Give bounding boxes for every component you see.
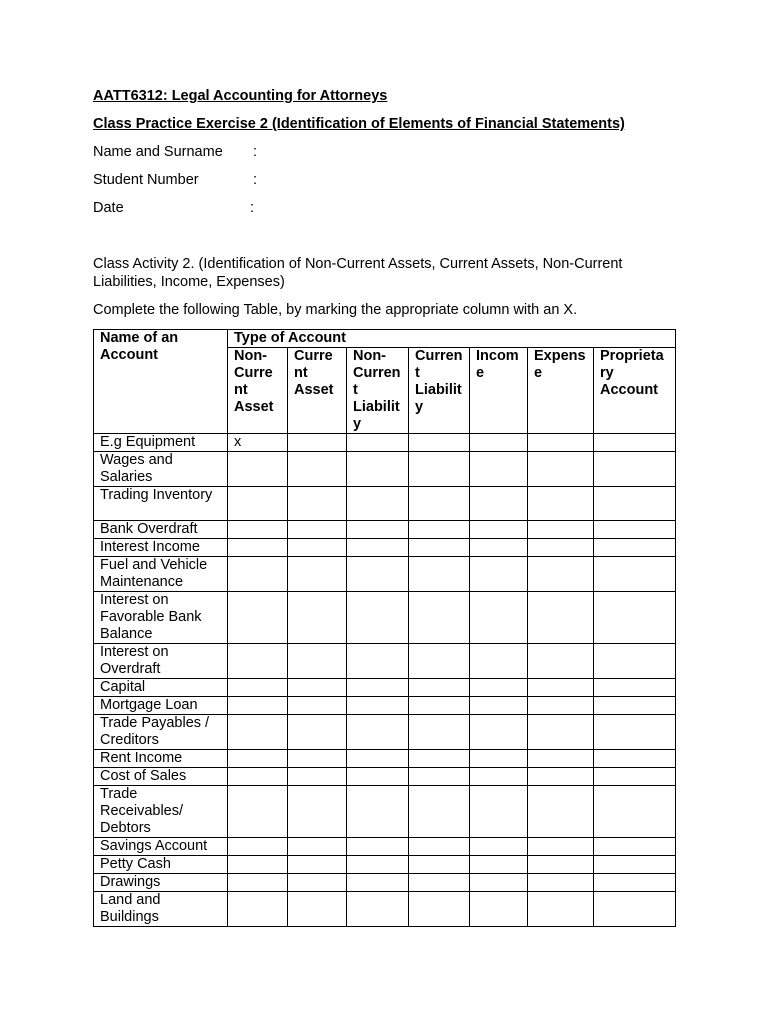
col-proprietary-account-cell[interactable]: [594, 679, 676, 697]
col-expense-cell[interactable]: [528, 452, 594, 487]
account-name-cell: Bank Overdraft: [94, 521, 228, 539]
col-non-current-asset-cell[interactable]: [228, 644, 288, 679]
col-expense-cell[interactable]: [528, 434, 594, 452]
col-current-liability-cell[interactable]: [409, 786, 470, 838]
col-income-cell[interactable]: [470, 434, 528, 452]
col-expense-cell[interactable]: [528, 856, 594, 874]
col-non-current-asset-cell[interactable]: [228, 557, 288, 592]
col-income-cell[interactable]: [470, 750, 528, 768]
field-student-number-label: Student Number: [93, 172, 199, 188]
col-proprietary-account-cell[interactable]: [594, 715, 676, 750]
exercise-title: Class Practice Exercise 2 (Identification of Elements of Financial Statements): [93, 116, 625, 132]
col-expense-cell[interactable]: [528, 557, 594, 592]
col-income-cell[interactable]: [470, 715, 528, 750]
col-non-current-asset-cell[interactable]: [228, 715, 288, 750]
account-name-cell: Wages and Salaries: [94, 452, 228, 487]
col-non-current-asset-cell[interactable]: [228, 892, 288, 927]
col-current-asset-cell[interactable]: [288, 434, 347, 452]
col-current-liability-cell[interactable]: [409, 768, 470, 786]
field-name-colon: :: [253, 144, 258, 160]
col-non-current-asset-cell[interactable]: [228, 750, 288, 768]
col-income-cell[interactable]: [470, 592, 528, 644]
table-row: [94, 768, 676, 786]
col-current-liability-cell[interactable]: [409, 856, 470, 874]
col-non-current-liability-cell[interactable]: [347, 768, 409, 786]
col-expense-cell[interactable]: [528, 750, 594, 768]
col-current-liability-cell[interactable]: [409, 715, 470, 750]
account-name-cell: Trading Inventory: [94, 487, 228, 521]
col-proprietary-account-header: Proprietary Account: [594, 348, 676, 434]
account-name-cell: Interest on Overdraft: [94, 644, 228, 679]
col-current-liability-cell[interactable]: [409, 521, 470, 539]
field-date-label: Date: [93, 200, 124, 216]
col-proprietary-account-cell[interactable]: [594, 487, 676, 521]
table-row: [94, 697, 676, 715]
account-name-cell: Interest on Favorable Bank Balance: [94, 592, 228, 644]
col-current-liability-cell[interactable]: [409, 892, 470, 927]
col-proprietary-account-cell[interactable]: [594, 539, 676, 557]
col-proprietary-account-cell[interactable]: [594, 434, 676, 452]
col-current-asset-cell[interactable]: [288, 679, 347, 697]
col-current-asset-cell[interactable]: [288, 856, 347, 874]
account-name-cell: Interest Income: [94, 539, 228, 557]
col-income-cell[interactable]: [470, 838, 528, 856]
table-row: [94, 874, 676, 892]
col-non-current-liability-cell[interactable]: [347, 838, 409, 856]
col-proprietary-account-cell[interactable]: [594, 874, 676, 892]
col-non-current-asset-cell[interactable]: [228, 874, 288, 892]
account-name-cell: Trade Payables / Creditors: [94, 715, 228, 750]
col-expense-cell[interactable]: [528, 697, 594, 715]
col-current-asset-cell[interactable]: [288, 786, 347, 838]
col-non-current-asset-cell[interactable]: [228, 856, 288, 874]
col-income-cell[interactable]: [470, 892, 528, 927]
col-income-cell[interactable]: [470, 487, 528, 521]
col-current-asset-cell[interactable]: [288, 697, 347, 715]
table-row: [94, 557, 676, 592]
col-current-liability-cell[interactable]: [409, 592, 470, 644]
col-proprietary-account-cell[interactable]: [594, 521, 676, 539]
col-current-asset-header: Current Asset: [288, 348, 347, 434]
table-row: [94, 750, 676, 768]
col-current-asset-cell[interactable]: [288, 768, 347, 786]
col-expense-header: Expense: [528, 348, 594, 434]
col-current-asset-cell[interactable]: [288, 715, 347, 750]
table-row: [94, 434, 676, 452]
col-non-current-liability-cell[interactable]: [347, 434, 409, 452]
table-row: [94, 592, 676, 644]
col-current-liability-cell[interactable]: [409, 750, 470, 768]
table-row: [94, 856, 676, 874]
col-non-current-asset-cell[interactable]: [228, 487, 288, 521]
col-income-cell[interactable]: [470, 452, 528, 487]
col-current-liability-cell[interactable]: [409, 487, 470, 521]
col-non-current-asset-cell[interactable]: [228, 521, 288, 539]
col-non-current-asset-cell[interactable]: [228, 697, 288, 715]
table-row: [94, 539, 676, 557]
col-current-liability-cell[interactable]: [409, 434, 470, 452]
col-proprietary-account-cell[interactable]: [594, 786, 676, 838]
col-income-cell[interactable]: [470, 768, 528, 786]
col-income-cell[interactable]: [470, 557, 528, 592]
col-non-current-liability-cell[interactable]: [347, 786, 409, 838]
col-proprietary-account-cell[interactable]: [594, 644, 676, 679]
course-title: AATT6312: Legal Accounting for Attorneys: [93, 88, 388, 104]
col-current-asset-cell[interactable]: [288, 557, 347, 592]
col-non-current-liability-cell[interactable]: [347, 874, 409, 892]
table-row: [94, 521, 676, 539]
field-name-label: Name and Surname: [93, 144, 223, 160]
accounts-table-body: [94, 434, 676, 927]
col-non-current-liability-cell[interactable]: [347, 487, 409, 521]
col-non-current-liability-cell[interactable]: [347, 715, 409, 750]
account-name-cell: Rent Income: [94, 750, 228, 768]
col-non-current-asset-cell[interactable]: [228, 539, 288, 557]
col-current-liability-cell[interactable]: [409, 452, 470, 487]
col-current-asset-cell[interactable]: [288, 838, 347, 856]
col-proprietary-account-cell[interactable]: [594, 697, 676, 715]
col-non-current-liability-cell[interactable]: [347, 750, 409, 768]
col-proprietary-account-cell[interactable]: [594, 557, 676, 592]
col-expense-cell[interactable]: [528, 539, 594, 557]
col-non-current-asset-cell[interactable]: [228, 768, 288, 786]
col-current-asset-cell[interactable]: [288, 644, 347, 679]
col-expense-cell[interactable]: [528, 768, 594, 786]
col-proprietary-account-cell[interactable]: [594, 592, 676, 644]
account-name-cell: Land and Buildings: [94, 892, 228, 927]
col-current-asset-cell[interactable]: [288, 452, 347, 487]
table-row: [94, 786, 676, 838]
col-non-current-asset-cell[interactable]: [228, 452, 288, 487]
col-non-current-liability-cell[interactable]: [347, 679, 409, 697]
field-student-number-colon: :: [253, 172, 258, 188]
col-proprietary-account-cell[interactable]: [594, 856, 676, 874]
table-row: [94, 715, 676, 750]
col-proprietary-account-cell[interactable]: [594, 838, 676, 856]
col-current-asset-cell[interactable]: [288, 521, 347, 539]
col-income-cell[interactable]: [470, 539, 528, 557]
col-current-liability-cell[interactable]: [409, 557, 470, 592]
account-name-cell: Trade Receivables/ Debtors: [94, 786, 228, 838]
col-non-current-asset-header: Non-Current Asset: [228, 348, 288, 434]
col-proprietary-account-cell[interactable]: [594, 768, 676, 786]
col-proprietary-account-cell[interactable]: [594, 452, 676, 487]
table-row: [94, 838, 676, 856]
table-row: [94, 892, 676, 927]
table-row: [94, 679, 676, 697]
col-non-current-liability-cell[interactable]: [347, 452, 409, 487]
col-expense-cell[interactable]: [528, 874, 594, 892]
col-non-current-asset-cell[interactable]: [228, 592, 288, 644]
account-name-cell: Cost of Sales: [94, 768, 228, 786]
account-name-cell: Drawings: [94, 874, 228, 892]
col-expense-cell[interactable]: [528, 592, 594, 644]
col-current-asset-cell[interactable]: [288, 487, 347, 521]
table-row: [94, 487, 676, 521]
col-income-cell[interactable]: [470, 697, 528, 715]
col-non-current-liability-cell[interactable]: [347, 592, 409, 644]
col-expense-cell[interactable]: [528, 838, 594, 856]
account-name-cell: Mortgage Loan: [94, 697, 228, 715]
col-expense-cell[interactable]: [528, 487, 594, 521]
col-current-asset-cell[interactable]: [288, 592, 347, 644]
col-non-current-liability-cell[interactable]: [347, 557, 409, 592]
col-current-asset-cell[interactable]: [288, 874, 347, 892]
col-current-asset-cell[interactable]: [288, 892, 347, 927]
account-name-cell: Capital: [94, 679, 228, 697]
activity-text: Class Activity 2. (Identification of Non-Current Assets, Current Assets, Non-Current Liabilities, Income, Expenses): [93, 256, 623, 290]
col-non-current-liability-cell[interactable]: [347, 521, 409, 539]
col-expense-cell[interactable]: [528, 644, 594, 679]
col-current-liability-cell[interactable]: [409, 679, 470, 697]
col-income-cell[interactable]: [470, 521, 528, 539]
col-current-liability-header: Current Liability: [409, 348, 470, 434]
col-non-current-liability-cell[interactable]: [347, 856, 409, 874]
account-name-cell: Petty Cash: [94, 856, 228, 874]
col-current-asset-cell[interactable]: [288, 750, 347, 768]
col-current-liability-cell[interactable]: [409, 874, 470, 892]
type-column-header: Type of Account: [228, 330, 676, 348]
table-row: [94, 452, 676, 487]
col-non-current-asset-cell[interactable]: [228, 679, 288, 697]
account-name-cell: Savings Account: [94, 838, 228, 856]
col-current-liability-cell[interactable]: [409, 644, 470, 679]
col-non-current-asset-cell[interactable]: [228, 786, 288, 838]
instruction-text: Complete the following Table, by marking the appropriate column with an X.: [93, 302, 578, 318]
col-expense-cell[interactable]: [528, 715, 594, 750]
col-current-liability-cell[interactable]: [409, 838, 470, 856]
col-non-current-liability-cell[interactable]: [347, 697, 409, 715]
col-non-current-liability-cell[interactable]: [347, 644, 409, 679]
col-current-liability-cell[interactable]: [409, 697, 470, 715]
col-non-current-asset-cell[interactable]: [228, 838, 288, 856]
col-income-cell[interactable]: [470, 786, 528, 838]
col-income-cell[interactable]: [470, 856, 528, 874]
col-non-current-liability-cell[interactable]: [347, 539, 409, 557]
col-income-cell[interactable]: [470, 644, 528, 679]
col-non-current-liability-cell[interactable]: [347, 892, 409, 927]
col-current-asset-cell[interactable]: [288, 539, 347, 557]
col-expense-cell[interactable]: [528, 786, 594, 838]
col-proprietary-account-cell[interactable]: [594, 750, 676, 768]
table-row: [94, 644, 676, 679]
col-expense-cell[interactable]: [528, 679, 594, 697]
col-current-liability-cell[interactable]: [409, 539, 470, 557]
col-income-cell[interactable]: [470, 679, 528, 697]
name-column-header: Name of an Account: [94, 330, 228, 434]
account-name-cell: Fuel and Vehicle Maintenance: [94, 557, 228, 592]
col-expense-cell[interactable]: [528, 892, 594, 927]
field-date-colon: :: [250, 200, 255, 216]
account-name-cell: E.g Equipment: [94, 434, 228, 452]
col-income-cell[interactable]: [470, 874, 528, 892]
col-non-current-asset-cell[interactable]: x: [228, 434, 288, 452]
col-non-current-liability-header: Non-Current Liability: [347, 348, 409, 434]
col-income-header: Income: [470, 348, 528, 434]
accounts-table: [93, 329, 676, 927]
col-proprietary-account-cell[interactable]: [594, 892, 676, 927]
col-expense-cell[interactable]: [528, 521, 594, 539]
